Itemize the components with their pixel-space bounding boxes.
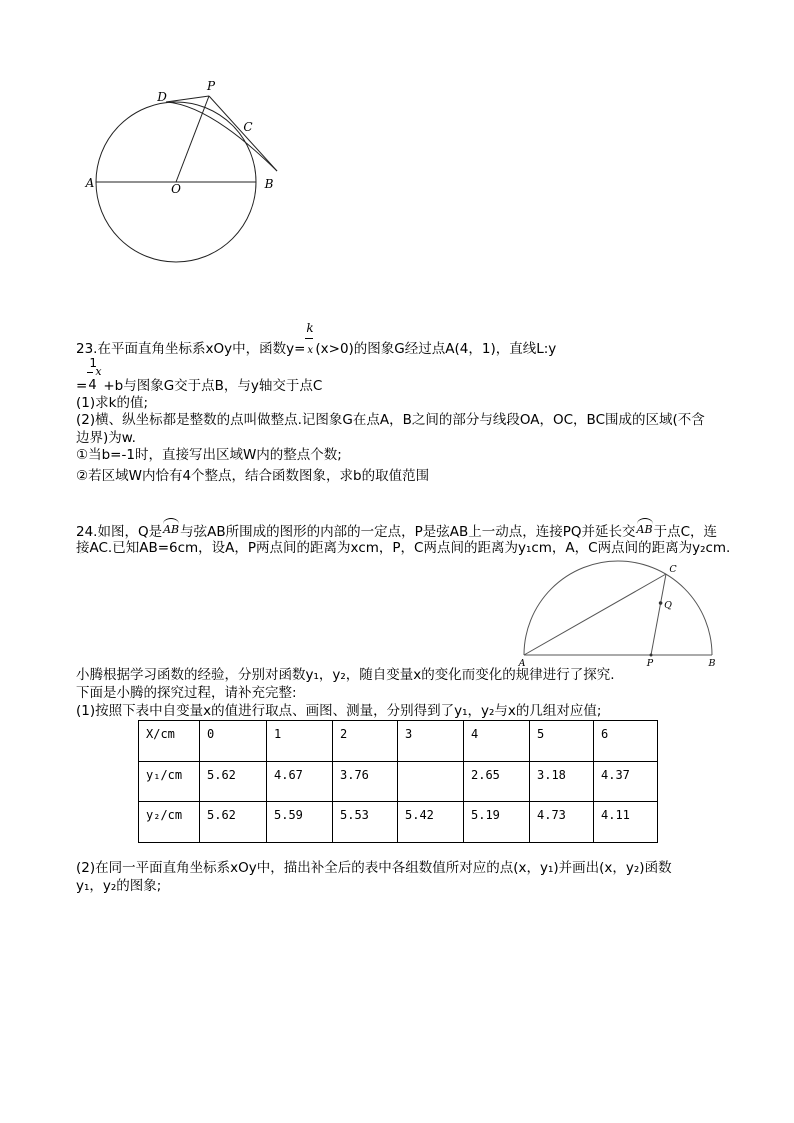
q24-intro-text-2: 与弦AB所围成的图形的内部的一定点，P是弦AB上一动点，连接PQ并延长交 bbox=[180, 524, 636, 540]
table-cell: 1 bbox=[267, 721, 333, 762]
table-cell: 6 bbox=[594, 721, 658, 762]
label-o: O bbox=[171, 182, 181, 196]
semicircle-arc bbox=[524, 561, 712, 655]
table-cell: 4.73 bbox=[530, 802, 594, 843]
table-cell: 2 bbox=[333, 721, 398, 762]
fraction-k-over-x bbox=[305, 321, 315, 358]
table-cell: X/cm bbox=[139, 721, 200, 762]
table-row-y2 bbox=[139, 802, 658, 843]
label-c: C bbox=[243, 120, 253, 134]
point-q bbox=[659, 601, 663, 605]
q24-line-1 bbox=[76, 521, 717, 541]
table-row-x bbox=[139, 721, 658, 762]
arc-ab-notation: AB bbox=[163, 523, 180, 536]
q23-intro-text: 23.在平面直角坐标系xOy中，函数y= bbox=[76, 341, 306, 357]
q24-line-2: 接AC.已知AB=6cm，设A，P两点间的距离为xcm，P，C两点间的距离为y₁cm，A，C两点间的距离为y₂cm. bbox=[76, 540, 731, 556]
table-row-y1 bbox=[139, 762, 658, 802]
table-cell: 5.19 bbox=[464, 802, 530, 843]
label-b: B bbox=[264, 177, 274, 191]
table-cell: 2.65 bbox=[464, 762, 530, 802]
table-cell: 5.62 bbox=[200, 762, 267, 802]
q24-line-4: 下面是小腾的探究过程，请补充完整: bbox=[76, 685, 297, 701]
q23-part-2-ii: ②若区域W内恰有4个整点，结合函数图象，求b的取值范围 bbox=[76, 468, 430, 484]
label-c: C bbox=[669, 564, 677, 575]
table-cell: 3.18 bbox=[530, 762, 594, 802]
fraction-bar bbox=[87, 372, 93, 373]
q24-intro-text: 24.如图，Q是 bbox=[76, 524, 163, 540]
q24-part-2: (2)在同一平面直角坐标系xOy中，描出补全后的表中各组数值所对应的点(x，y₁)并画出(x，y₂)函数 bbox=[76, 860, 672, 876]
segment-pd bbox=[166, 96, 209, 102]
semicircle-figure bbox=[515, 555, 725, 671]
table-cell: 5.62 bbox=[200, 802, 267, 843]
table-cell: 4.11 bbox=[594, 802, 658, 843]
label-a: A bbox=[85, 176, 95, 190]
segment-ac bbox=[524, 574, 666, 655]
label-a: A bbox=[518, 658, 526, 669]
q23-part-1: (1)求k的值; bbox=[76, 395, 148, 411]
label-p: P bbox=[646, 658, 654, 669]
fraction-numerator: 1 bbox=[89, 356, 97, 370]
table-cell: y₁/cm bbox=[139, 762, 200, 802]
q23-line-2-text: +b与图象G交于点B，与y轴交于点C bbox=[103, 378, 323, 394]
table-cell: 4.67 bbox=[267, 762, 333, 802]
fraction-variable: x bbox=[95, 365, 102, 378]
arc-ab-notation: AB bbox=[636, 523, 653, 536]
table-cell: 5.42 bbox=[398, 802, 464, 843]
table-cell: 5.53 bbox=[333, 802, 398, 843]
q24-line-3: 小腾根据学习函数的经验，分别对函数y₁，y₂，随自变量x的变化而变化的规律进行了探究. bbox=[76, 667, 615, 683]
label-q: Q bbox=[664, 600, 672, 611]
table-cell: 5 bbox=[530, 721, 594, 762]
circle-figure bbox=[80, 75, 292, 270]
q23-line-2 bbox=[76, 356, 323, 395]
equals-sign: = bbox=[76, 378, 88, 394]
table-cell: 4.37 bbox=[594, 762, 658, 802]
curve-dc-extended bbox=[166, 102, 277, 171]
point-p bbox=[650, 654, 653, 657]
q24-part-2-cont: y₁，y₂的图象; bbox=[76, 878, 162, 894]
fraction-denominator: x bbox=[307, 345, 314, 356]
q23-line-1 bbox=[76, 321, 557, 358]
q23-part-2-cont: 边界)为w. bbox=[76, 430, 136, 446]
q23-part-2: (2)横、纵坐标都是整数的点叫做整点.记图象G在点A，B之间的部分与线段OA，OC，BC围成的区域(不含 bbox=[76, 412, 705, 428]
q24-intro-text-3: 于点C，连 bbox=[653, 524, 718, 540]
fraction-one-quarter-x bbox=[87, 356, 103, 395]
label-p: P bbox=[206, 79, 216, 93]
q24-part-1: (1)按照下表中自变量x的值进行取点、画图、测量，分别得到了y₁，y₂与x的几组对应值; bbox=[76, 703, 602, 719]
fraction-numerator: k bbox=[306, 321, 314, 335]
fraction-denominator: 4 bbox=[88, 378, 97, 393]
table-cell: 0 bbox=[200, 721, 267, 762]
fraction-bar bbox=[305, 338, 313, 339]
label-d: D bbox=[157, 90, 167, 104]
table-cell: 4 bbox=[464, 721, 530, 762]
table-cell-blank bbox=[398, 762, 464, 802]
value-table bbox=[138, 720, 658, 843]
table-cell: 3 bbox=[398, 721, 464, 762]
table-cell: y₂/cm bbox=[139, 802, 200, 843]
table-cell: 3.76 bbox=[333, 762, 398, 802]
segment-pc bbox=[651, 574, 666, 655]
table-cell: 5.59 bbox=[267, 802, 333, 843]
q23-intro-text-2: (x>0)的图象G经过点A(4，1)，直线L:y bbox=[315, 341, 557, 357]
label-b: B bbox=[708, 658, 716, 669]
q23-part-2-i: ①当b=-1时，直接写出区域W内的整点个数; bbox=[76, 447, 342, 463]
